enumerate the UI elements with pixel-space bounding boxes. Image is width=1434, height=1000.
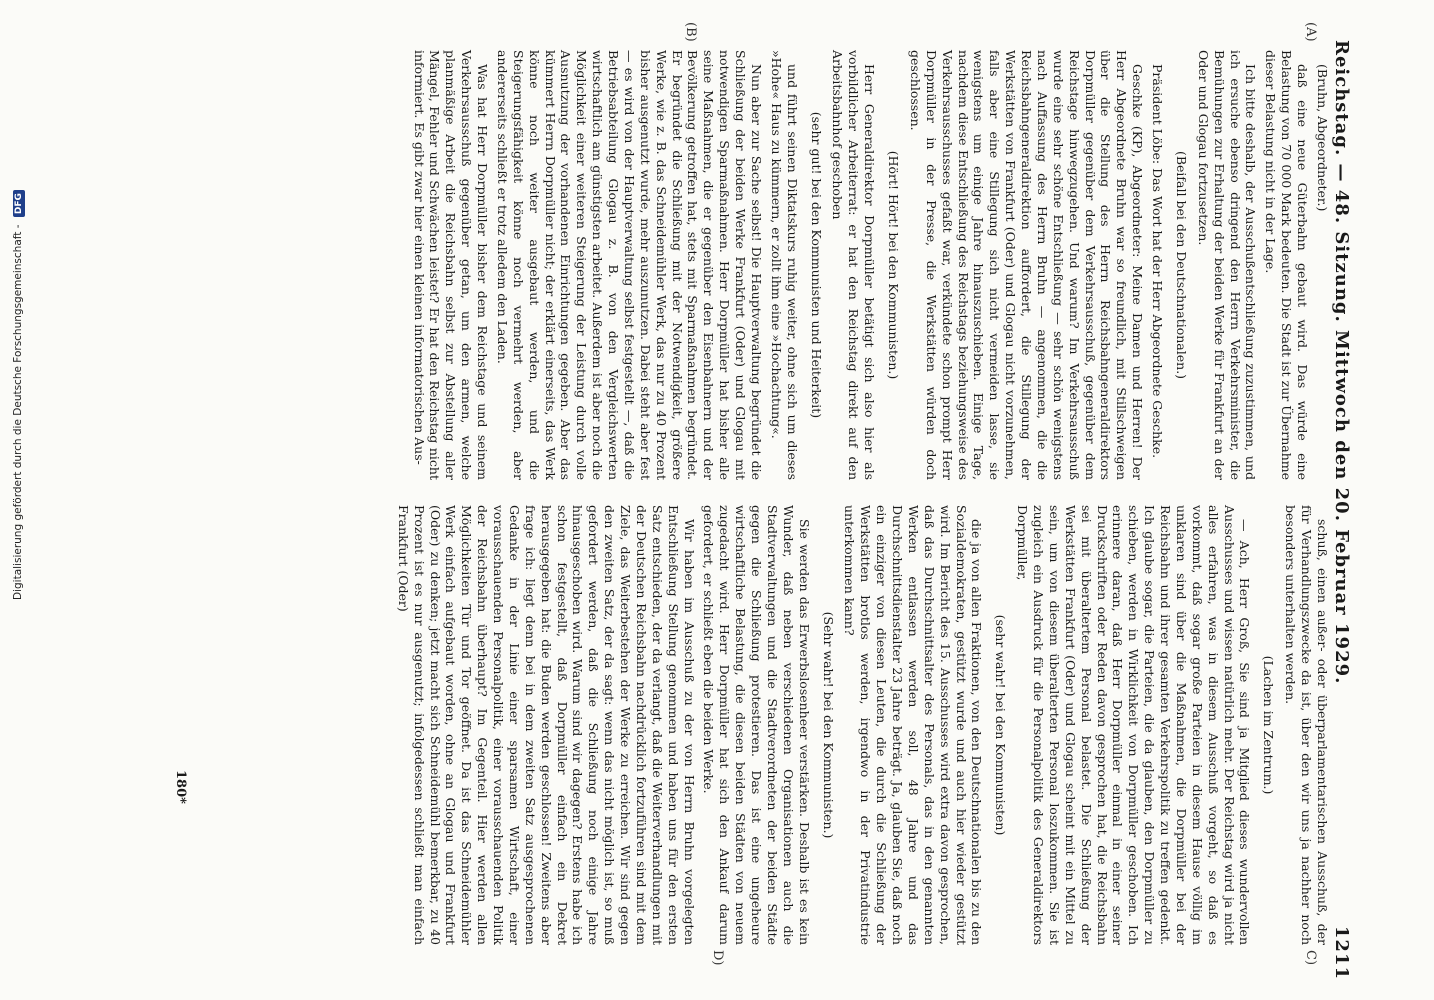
text-column-left (407, 50, 1330, 480)
paragraph: die ja von allen Fraktionen, von den Deutschnationalen bis zu den Sozialdemokraten, gestützt wurde und auch hier wieder gestützt wird. Im Bericht des 15. Ausschusses wird extra davon gesprochen, daß das Durchschnittsalter des Personals, das in den genannten Werken entlassen werden soll, 48 Jahre und das Durchschnittsdienstalter 23 Jahre beträgt. Ja, glauben Sie, daß noch ein einziger von diesen Leuten, die durch die Schließung der Werkstätten brotlos werden, irgendwo in der Privatindustrie unterkommen kann? (842, 505, 985, 945)
interjection: (sehr gut! bei den Kommunisten und Heiterkeit) (808, 111, 824, 419)
paragraph: Nun aber zur Sache selbst! Die Hauptverwaltung begründet die Schließung der beiden Werke Frankfurt (Oder) und Glogau mit notwendigen Sparmaßnahmen. Herr Dorpmüller hat bisher alle seine Maßnahmen, die er gegenüber den Eisenbahnern und der Bevölkerung getroffen hat, stets mit Sparmaßnahmen begründet. Er begründet die Schließung mit der Notwendigkeit, größere Werke, wie z. B. das Schneidemühler Werk, das nur zu 40 Prozent bisher ausgenutzt wurde, mehr auszunutzen. Dabei steht aber fest — es wird von der Hauptverwaltung selbst festgestellt —, daß die Betriebsabteilung Glogau z. B. von den Vergleichswerten wirtschaftlich am günstigsten arbeitet. Außerdem ist aber noch die Möglichkeit einer weiteren Steigerung der Leistung durch volle Ausnutzung der vorhandenen Einrichtungen gegeben. Aber das kümmert Herrn Dorpmüller nicht; der erklärt einerseits, das Werk könne noch weiter ausgebaut werden, und die Steigerungsfähigkeit könne noch vermehrt werden, aber andererseits schließt er trotz alledem den Laden. (495, 50, 764, 480)
interjection: (Sehr wahr! bei den Kommunisten.) (820, 611, 836, 839)
text-column-right (391, 505, 1330, 945)
interjection: (sehr wahr! bei den Kommunisten) (993, 614, 1009, 836)
paragraph: Was hat Herr Dorpmüller bisher dem Reichstage und seinem Verkehrsausschuß gegenüber getan, um den armen, welche planmäßige Arbeit die Reichsbahn selbst zur Abstellung aller Mängel, Fehler und Schwächen leistet? Er hat den Reichstag nicht informiert. Es gibt zwar hier einen kleinen informatorischen Aus- (411, 50, 491, 480)
margin-marker-d: D) (710, 950, 725, 966)
paragraph: (Bruhn, Abgeordneter.) (1315, 64, 1330, 212)
signature-mark: 180* (173, 770, 188, 804)
header-page-number: 1211 (1331, 925, 1352, 980)
paragraph: Präsident Löbe: Das Wort hat der Herr Abgeordnete Geschke. (1150, 64, 1166, 459)
paragraph: und führt seinen Diktatskurs ruhig weiter, ohne sich um dieses »Hohe« Haus zu kümmern, er zollt ihm eine »Hochachtung«. (768, 50, 800, 480)
margin-marker-b: (B) (683, 22, 698, 42)
paragraph: Herr Generaldirektor Dorpmüller betätigt sich also hier als vorbildlicher Arbeiterrat: er hat den Reichstag direkt auf den Arbeitsbahnhof geschoben (830, 50, 878, 480)
dfg-logo-icon: DFG (13, 190, 25, 217)
margin-marker-c: C) (1303, 950, 1318, 966)
interjection: (Hört! Hört! bei den Kommunisten.) (886, 150, 902, 380)
page-header (1331, 40, 1352, 980)
interjection: (Beifall bei den Deutschnationalen.) (1174, 150, 1189, 380)
paragraph: Ich bitte deshalb, der Ausschußentschließung zuzustimmen, und ich ersuche ebenso dringend den Herrn Verkehrsminister, die Bemühungen zur Erhaltung der beiden Werke für Frankfurt an der Oder und Glogau fortzusetzen. (1195, 50, 1259, 480)
paragraph: Sie werden das Erwerbslosenheer verstärken. Deshalb ist es kein Wunder, daß neben verschiedenen Organisationen auch die Stadtverwaltungen und die Stadtverordneten der beiden Städte gegen die Schließung protestieren. Das ist eine ungeheure wirtschaftliche Belastung, die diesen beiden Städten von neuem zugedacht wird. Herr Dorpmüller hat sich den Ankauf darum gefordert, er schließt eben die beiden Werke. (701, 505, 812, 945)
footer-text: Digitalisierung gefördert durch die Deutsche Forschungsgemeinschaft - (12, 224, 24, 600)
paragraph: — Ach, Herr Groß, Sie sind ja Mitglied dieses wundervollen Ausschusses und wissen natürlich mehr. Der Reichstag wird ja nicht alles erfahren, was in diesem Ausschuß vorgeht, so daß es vorkommt, daß sogar große Parteien in diesem Hause völlig im unklaren sind über die Maßnahmen, die Dorpmüller bei der Reichsbahn und ihrer gesamten Verkehrspolitik zu treffen gedenkt. Ich glaube sogar, die Parteien, die da glauben, den Dorpmüller zu schieben, werden in Wirklichkeit von Dorpmüller geschoben. Ich erinnere daran, daß Herr Dorpmüller einmal in einer seiner Druckschriften oder Reden davon gesprochen hat, die Reichsbahn sei mit überaltertem Personal belastet. Die Schließung der Werkstätten Frankfurt (Oder) und Glogau scheint mit ein Mittel zu sein, um von diesem überalterten Personal loszukommen. Sie ist zugleich ein Ausdruck für die Personalpolitik des Generaldirektors Dorpmüller, (1015, 505, 1253, 945)
paragraph: daß eine neue Güterbahn gebaut wird. Das würde eine Belastung von 70 000 Mark bedeuten. Die Stadt ist zur Übernahme dieser Belastung nicht in der Lage. (1263, 50, 1311, 480)
paragraph: Wir haben im Ausschuß zu der von Herrn Bruhn vorgelegten Entschließung Stellung genommen und haben uns für den ersten Satz entschieden, der da verlangt, daß die Weiterverhandlungen mit der Deutschen Reichsbahn nachdrücklich fortzuführen sind mit dem Ziele, das Weiterbestehen der Werke zu erreichen. Wir sind gegen den zweiten Satz, der da sagt: wenn das nicht möglich ist, so muß gefordert werden, daß die Schließung noch einige Jahre hinausgeschoben wird. Warum sind wir dagegen? Erstens habe ich schon festgestellt, daß Dorpmüller einfach ein Dekret herausgegeben hat: die Buden werden geschlossen! Zweitens aber frage ich: liegt denn bei in dem zweiten Satz ausgesprochenen Gedanke in der Linie einer sparsamen Wirtschaft, einer vorausschauenden Personalpolitik, einer vorausschauenden Politik der Reichsbahn überhaupt? Im Gegenteil. Hier werden allen Möglichkeiten Tür und Tor geöffnet. Da ist das Schneidemühler Werk einfach aufgebaut worden, ohne an Glogau und Frankfurt (Oder) zu denken; jetzt macht sich Schneidemühl bemerkbar, zu 40 Prozent ist es nur ausgenutzt; infolgedessen schließt man einfach Frankfurt (Oder) (395, 505, 697, 945)
digitization-footer (12, 190, 25, 600)
margin-marker-a: (A) (1303, 22, 1318, 42)
header-title: Reichstag. — 48. Sitzung. Mittwoch den 20. Februar 1929. (1331, 40, 1352, 685)
paragraph: schuß, einen außer- oder überparlamentarischen Ausschuß, der für Verhandlungszwecke da ist, über den wir uns ja nachher noch besonders unterhalten werden. (1283, 505, 1330, 945)
interjection: (Lachen im Zentrum.) (1261, 655, 1277, 795)
paragraph: Geschke (KP), Abgeordneter: Meine Damen und Herren! Der Herr Abgeordnete Bruhn war so freundlich, mit Stillschweigen über die Stellung des Herrn Reichsbahngeneraldirektors Dorpmüller gegenüber dem Verkehrsausschuß, gegenüber dem Reichstage hinwegzugehen. Und warum? Im Verkehrsausschuß wurde eine sehr schöne Entschließung — sehr schön wenigstens nach Auffassung des Herrn Bruhn — angenommen, die die Reichsbahngeneraldirektion auffordert, die Stillegung der Werkstätten von Frankfurt (Oder) und Glogau nicht vorzunehmen, falls aber eine Stillegung sich nicht vermeiden lasse, sie wenigstens um einige Jahre hinauszuschieben. Einige Tage, nachdem diese Entschließung des Reichstags beziehungsweise des Verkehrsausschusses gefaßt war, verkündete schon prompt Herr Dorpmüller in der Presse, die Werkstätten würden doch geschlossen. (908, 50, 1146, 480)
